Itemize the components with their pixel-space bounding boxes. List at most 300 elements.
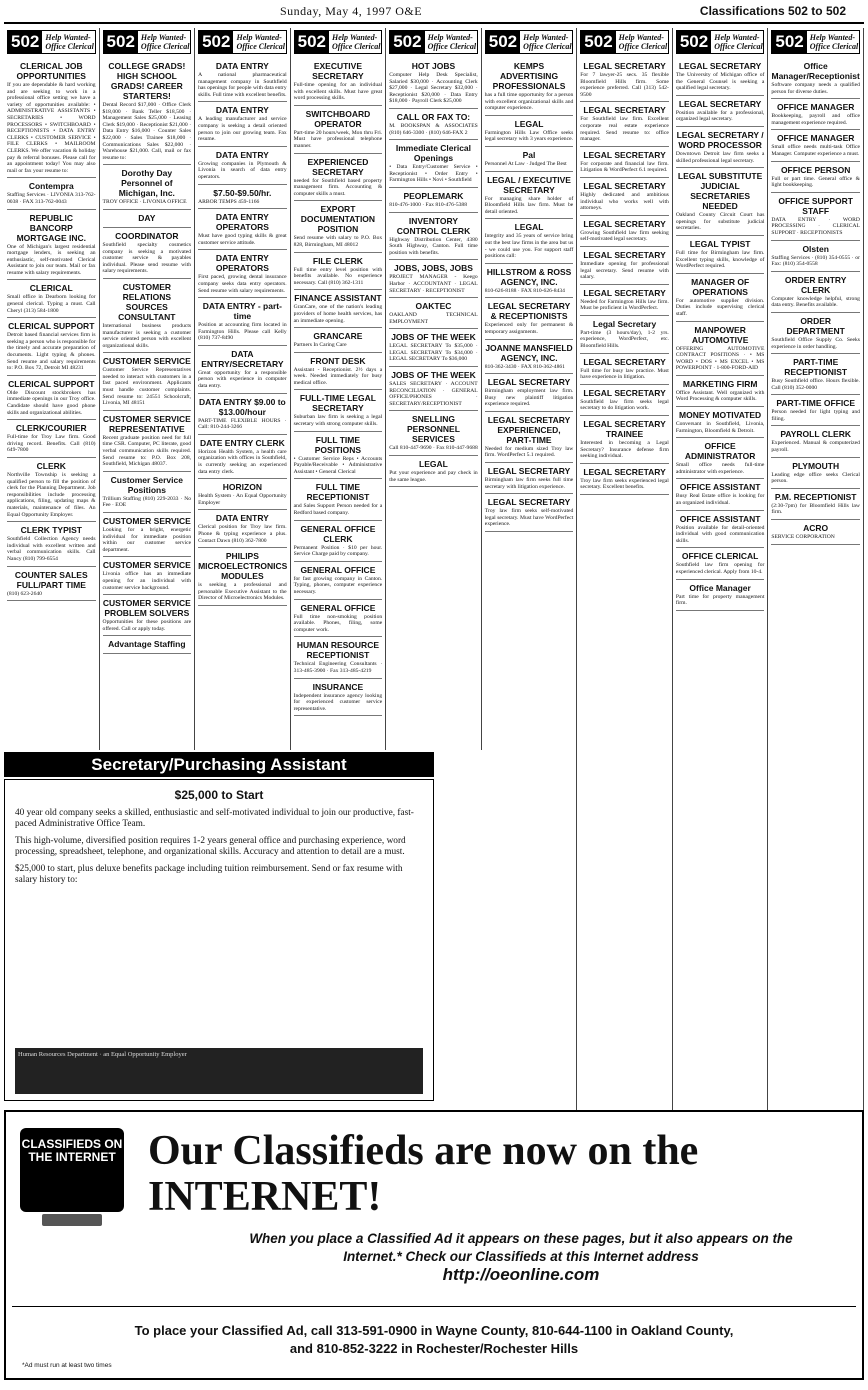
promo-url[interactable]: http://oeonline.com (442, 1265, 600, 1284)
classified-ad[interactable] (7, 567, 96, 602)
section-header (485, 30, 574, 54)
promo-subline-text: When you place a Classified Ad it appears on these pages, but it also appears on the Internet.* Check our Classifieds at this Internet address (249, 1231, 793, 1264)
section-number: 502 (772, 31, 806, 53)
ad-title: LEGAL SECRETARY (583, 249, 666, 260)
ad-title: CUSTOMER RELATIONS SOURCES CONSULTANT (118, 281, 176, 322)
section-label: Classifications 502 to 502 (699, 4, 846, 18)
classified-ad[interactable] (771, 241, 860, 272)
section-header (676, 30, 765, 54)
ad-text: Part-time 20 hours/week, Mon thru Fri. Must have professional telephone manner. (293, 129, 383, 149)
ad-title: INSURANCE (312, 681, 364, 692)
ad-title: Dorothy Day Personnel of Michigan, Inc. (118, 168, 175, 199)
classified-ad[interactable] (103, 210, 192, 228)
classified-ad[interactable] (294, 432, 383, 480)
section-title (425, 33, 477, 51)
ad-text: Horizon Health System, a health care organization with offices in Southfield, is currently seeking an experienced data entry clerk. (198, 448, 287, 475)
classified-ad[interactable] (198, 394, 287, 435)
classified-ad[interactable] (198, 548, 287, 606)
classified-ad[interactable] (580, 58, 669, 102)
ad-text: Small office needs multi-task Office Manager. Computer experience a must. (771, 144, 860, 157)
classified-ad[interactable] (676, 376, 765, 407)
classified-ad[interactable] (676, 322, 765, 376)
classified-ad[interactable] (103, 58, 192, 165)
section-title-line1: Help Wanted- (332, 33, 378, 42)
ad-text: Position available for a professional, organized legal secretary. (675, 109, 765, 123)
classified-ad[interactable] (389, 188, 478, 213)
section-header (7, 30, 96, 54)
ad-text: Interested in becoming a Legal Secretary? Insurance defense firm seeking individual. (580, 440, 669, 460)
classified-ad[interactable] (485, 58, 574, 116)
ad-title: SNELLING PERSONNEL SERVICES (407, 414, 460, 445)
classified-ad[interactable] (198, 479, 287, 510)
classified-ad[interactable] (294, 328, 383, 353)
ad-text: Busy Real Estate office is looking for an organized individual. (675, 493, 765, 507)
ad-title: LEGAL (514, 118, 544, 129)
ad-body-3: $25,000 to start, plus deluxe benefits package including tuition reimbursement. Send or fax resume with salary history to: (15, 864, 403, 885)
ad-text: 810-476-1000 · Fax 810-476-5388 (389, 201, 468, 208)
classified-column (386, 28, 482, 750)
ad-title: OFFICE MANAGER (776, 102, 855, 113)
classified-column (673, 28, 769, 1110)
classified-ad[interactable] (103, 636, 192, 654)
classified-ad[interactable] (676, 58, 765, 96)
classified-ad[interactable] (294, 201, 383, 252)
classified-ad[interactable] (676, 127, 765, 168)
classified-ad[interactable] (389, 260, 478, 298)
rates-note: *Ad must run at least two times (22, 1362, 112, 1369)
ad-text: Southfield law firm opening for experienced clerical. Apply from 10-4. (675, 562, 765, 575)
classified-ad[interactable] (198, 250, 287, 298)
ad-title: LEGAL SECRETARY (583, 149, 666, 160)
classified-column (768, 28, 864, 1110)
ad-title: DAY (138, 212, 156, 223)
classified-ad[interactable] (580, 354, 669, 385)
ad-text: Permanent Position · $10 per hour. Service Charge paid by company. (293, 544, 383, 558)
ad-title: LEGAL / EXECUTIVE SECRETARY (487, 174, 571, 195)
classified-ad[interactable] (485, 147, 574, 172)
ad-text: • Customer Service Reps • Accounts Payable/Receivable • Administrative Assistant • General Clerical (293, 455, 383, 475)
ad-text: Detroit based financial services firm is seeking a person who is responsible for the timely and accurate preparation of documents. Light typing & phones. Send resume and salary requirements to: P.O. Box 72, Detroit MI 48231 (7, 332, 96, 372)
classified-ad[interactable] (580, 147, 669, 178)
classified-ad[interactable] (485, 298, 574, 339)
classified-ad[interactable] (771, 395, 860, 426)
ad-title: CLERK TYPIST (20, 525, 82, 536)
section-title-line2: Office Clerical (714, 42, 763, 51)
internet-promo-ad[interactable] (4, 1110, 864, 1380)
section-title-line2: Office Clerical (236, 42, 285, 51)
classified-ad[interactable] (294, 290, 383, 328)
ad-title: CLERK (36, 460, 66, 471)
classified-ad[interactable] (676, 438, 765, 479)
ad-title: CUSTOMER SERVICE (102, 516, 191, 526)
classified-ad[interactable] (294, 562, 383, 600)
ad-title: DATA ENTRY/SECRETARY (201, 348, 284, 369)
ad-text: One of Michigan's largest residential mortgage lenders, is seeking an enthusiastic, self-motivated Clerical Assistant to join our team. Mail or fax resume with salary requirements. (7, 243, 96, 276)
classified-ad[interactable] (198, 298, 287, 346)
classified-ad[interactable] (580, 316, 669, 354)
classified-ad[interactable] (580, 416, 669, 464)
ad-title: OFFICE PERSON (780, 164, 851, 175)
place-ad-phone-info (16, 1322, 852, 1358)
ad-text: Immediate opening for professional legal secretary. Send resume with salary. (580, 260, 669, 281)
ad-title: LEGAL SECRETARY (583, 218, 666, 229)
ad-text: Staffing Services · (810) 354-0555 · or Fax: (810) 354-0558 (771, 254, 860, 268)
ad-text: Computer Help Desk Specialist, Salaried $30,000 · Accounting Clerk $27,000 · Legal Secretary $32,000 · Receptionist $20,000 · Data Entry $18,000 · Payroll Clerk $25,000 (389, 72, 478, 105)
secretary-purchasing-ad[interactable] (4, 779, 434, 1101)
ad-text: Full-time opening for an individual with excellent skills. Must have great word processing skills. (293, 82, 383, 102)
ad-text: Position at accounting firm located in Farmington Hills. Please call Kelly (810) 737-8490 (198, 322, 287, 342)
ad-title: LEGAL SECRETARY (487, 466, 571, 477)
classified-ad[interactable] (389, 140, 478, 188)
ad-title: EXPORT DOCUMENTATION POSITION (300, 204, 376, 235)
ad-text: OFFERING AUTOMOTIVE CONTRACT POSITIONS · • MS WORD • DOS • MS EXCEL • MS POWERPOINT · 1-800-FORD-AID (675, 345, 765, 372)
ad-text: Health System · An Equal Opportunity Employer (198, 493, 287, 506)
classified-ad[interactable] (676, 407, 765, 438)
classified-ad[interactable] (198, 346, 287, 394)
ad-title: LEGAL SECRETARY (583, 105, 666, 116)
date-line: Sunday, May 4, 1997 O&E (280, 4, 423, 18)
section-title-line1: Help Wanted- (45, 33, 91, 42)
classified-ad[interactable] (771, 520, 860, 545)
ad-text: Experienced. Manual & computerized payroll. (771, 440, 860, 454)
ad-text: Integrity and 35 years of service bring out the best law firms in the area but us - we could use you. For support staff positions call: (484, 233, 574, 260)
ad-title: FINANCE ASSISTANT (294, 293, 382, 304)
ad-title: DATA ENTRY (215, 149, 269, 160)
divider (12, 1306, 856, 1307)
classified-ad[interactable] (7, 58, 96, 178)
classified-ad[interactable] (485, 463, 574, 494)
ad-text: Recent graduate position need for full time CSR. Computer, PC literate, good verbal communication skills required. Send resume to: P.O. Box 208, Southfield, Michigan 48037. (102, 434, 192, 468)
ad-title: PLYMOUTH (792, 460, 840, 471)
classified-ad[interactable] (771, 426, 860, 457)
classified-ad[interactable] (198, 510, 287, 548)
classified-ad[interactable] (198, 102, 287, 146)
ad-title: GENERAL OFFICE (300, 564, 376, 575)
ad-text: Part-time (3 hours/day), 1-2 yrs. experience, WordPerfect, etc. Bloomfield Hills. (580, 329, 669, 350)
ad-title: LEGAL (514, 222, 544, 233)
ad-title: OFFICE SUPPORT STAFF (778, 195, 853, 216)
classified-ad[interactable] (676, 580, 765, 611)
ad-text: is seeking a professional and personable Executive Assistant to the Director of Microelectronics Modules. (198, 582, 287, 602)
ad-title: Pal (522, 149, 536, 160)
ad-title: COUNTER SALES FULL/PART TIME (14, 569, 88, 590)
ad-text: Birmingham employment law firm. Busy new plaintiff litigation experience required. (484, 388, 574, 408)
classified-ad[interactable] (771, 162, 860, 193)
ad-text: Full time for busy law practice. Must have experience in litigation. (580, 367, 669, 381)
ad-text: Opportunities for these positions are offered. Call or apply today. (102, 619, 192, 632)
classified-ad[interactable] (676, 168, 765, 236)
classified-ad[interactable] (389, 329, 478, 367)
ad-text: Southfield specialty cosmetics company is seeking a motivated customer service & payables individual. Please send resume with salary requirements. (102, 241, 192, 275)
ad-title: LEGAL SECRETARY & RECEPTIONISTS (487, 301, 571, 322)
classified-ad[interactable] (103, 513, 192, 557)
classified-ad[interactable] (294, 679, 383, 717)
ad-title: COORDINATOR (115, 230, 179, 241)
section-title (807, 33, 859, 51)
ad-text: International business products manufacturer is seeking a customer service oriented person with excellent organizational skills. (102, 322, 192, 349)
classified-ad[interactable] (7, 522, 96, 566)
ad-text: For managing share holder of Bloomfield Hills law firm. Must be detail oriented. (484, 195, 574, 215)
ad-title: CLERICAL JOB OPPORTUNITIES (16, 61, 86, 81)
ad-text: Dental Record $17,000 · Office Clerk $18,000 · Bank Teller $18,500 · Management Sales $25,000 · Leasing Clerk $19,000 · Receptionist $21,000 · Data Entry $16,000 · Counter Sales $22,000 · Sales Trainee $18,000 · Communications Sales $22,000 · Warehouse $21,000. Call, mail or fax resume to: (102, 102, 192, 161)
classified-ad[interactable] (7, 376, 96, 420)
ad-title: Contempra (28, 181, 74, 192)
ad-text: Must have good typing skills & great customer service attitude. (198, 233, 287, 246)
ad-text: Small office in Dearborn looking for general clerical. Typing a must. Call Cheryl (313) 584-1800 (7, 294, 96, 314)
ad-text: (810) 623-2640 (7, 590, 42, 597)
classified-ad[interactable] (7, 280, 96, 318)
ad-title: LEGAL SECRETARY (487, 377, 571, 388)
ad-title: JOBS OF THE WEEK (391, 332, 476, 343)
classified-column (577, 28, 673, 1110)
classified-ad[interactable] (103, 228, 192, 279)
ad-text: needed for Southfield based property management firm. Accounting & computer skills a must. (293, 177, 383, 197)
masthead (0, 0, 868, 30)
ad-text: Bookkeeping, payroll and office management experience required. (771, 113, 860, 126)
classified-ad[interactable] (103, 472, 192, 513)
classified-ad[interactable] (389, 456, 478, 487)
ad-footer: Human Resources Department · an Equal Opportunity Employer (15, 1048, 423, 1094)
ad-text: Birmingham law firm seeks full time secretary with litigation experience. (484, 477, 574, 490)
classified-ad[interactable] (771, 313, 860, 354)
ad-title: OFFICE ASSISTANT (679, 513, 761, 524)
ad-text: Growing Southfield law firm seeking self-motivated legal secretary. (580, 229, 669, 243)
ad-text: Olde Discount stockbrokers has immediate openings in our Troy office. Candidate should have good phone skills and organizational abilities. (7, 389, 96, 416)
ad-text: Computer knowledge helpful, strong data entry. Benefits available. (771, 295, 860, 309)
classified-ad[interactable] (771, 489, 860, 520)
ad-title: Legal Secretary (592, 318, 657, 329)
ad-title: DATA ENTRY - part-time (202, 301, 282, 322)
classified-ad[interactable] (389, 109, 478, 140)
classified-ad[interactable] (676, 274, 765, 322)
ad-text: Send resume with salary to P.O. Box 828, Birmingham, MI 48012 (293, 235, 383, 248)
ad-title: JOANNE MANSFIELD AGENCY, INC. (485, 342, 573, 363)
place-line-2: and 810-852-3222 in Rochester/Rochester Hills (289, 1341, 579, 1356)
ad-title: JOBS, JOBS, JOBS (394, 263, 473, 274)
section-title-line2: Office Clerical (45, 42, 94, 51)
ad-title: LEGAL SUBSTITUTE JUDICIAL SECRETARIES NEEDED (677, 171, 763, 212)
ad-title: ACRO (803, 523, 829, 534)
classified-ad[interactable] (771, 272, 860, 313)
ad-text: M. BOOKSPAN & ASSOCIATES (810) 646-3300 · (810) 646-FAX 2 (389, 122, 478, 136)
ad-title: OFFICE CLERICAL (681, 551, 759, 562)
classified-ad[interactable] (198, 435, 287, 479)
ad-text: Growing companies in Plymouth & Livonia in search of data entry operators. (198, 160, 287, 180)
classified-column (100, 28, 196, 750)
classified-ad[interactable] (294, 353, 383, 391)
place-line-1: To place your Classified Ad, call 313-591-0900 in Wayne County, 810-644-1100 in Oakland County, (134, 1323, 734, 1338)
classified-ad[interactable] (580, 247, 669, 285)
classified-ad[interactable] (580, 385, 669, 416)
ad-title: HORIZON (222, 482, 262, 493)
classified-ad[interactable] (7, 178, 96, 209)
monitor-screen-text: CLASSIFIEDS ON THE INTERNET (20, 1128, 124, 1212)
ad-text: Highly dedicated and ambitious individual who works well with attorneys. (580, 191, 669, 212)
classified-ad[interactable] (771, 99, 860, 130)
classified-ad[interactable] (676, 479, 765, 510)
section-header (389, 30, 478, 54)
section-number: 502 (677, 31, 711, 53)
classified-ad[interactable] (485, 264, 574, 299)
section-title (711, 33, 763, 51)
ad-text: Person needed for light typing and filing. (771, 409, 860, 422)
classified-ad[interactable] (103, 165, 192, 210)
classified-ad[interactable] (389, 213, 478, 261)
ad-title: MARKETING FIRM (682, 378, 758, 389)
classified-ad[interactable] (580, 464, 669, 495)
section-title-line1: Help Wanted- (523, 33, 569, 42)
ad-title: FULL TIME POSITIONS (314, 434, 362, 455)
ad-title: MANAGER OF OPERATIONS (691, 276, 750, 297)
classified-ad[interactable] (485, 116, 574, 147)
classified-ad[interactable] (294, 521, 383, 562)
monitor-base (42, 1214, 102, 1226)
classified-ad[interactable] (771, 458, 860, 489)
ad-title: CUSTOMER SERVICE PROBLEM SOLVERS (102, 598, 191, 619)
ad-text: Looking for a bright, energetic individual for immediate position within our customer service department. (102, 527, 192, 553)
classified-ad[interactable] (294, 600, 383, 638)
classified-ad[interactable] (580, 178, 669, 216)
section-title-line1: Help Wanted- (427, 33, 473, 42)
ad-text: Call 810-447-9690 · Fax 810-447-9688 (389, 445, 478, 452)
classified-ad[interactable] (580, 102, 669, 146)
classified-ad[interactable] (103, 279, 192, 353)
ad-text: Southfield law firm seeks legal secretary to do litigation work. (580, 398, 669, 412)
ad-title: HOT JOBS (411, 61, 456, 71)
ad-title: GRANCARE (313, 331, 363, 342)
ad-title: EXPERIENCED SECRETARY (307, 156, 369, 177)
salary-headline: $25,000 to Start (174, 788, 264, 802)
ad-title: Advantage Staffing (108, 639, 186, 650)
classified-ad[interactable] (294, 390, 383, 431)
classified-ad[interactable] (485, 172, 574, 220)
classified-ad[interactable] (485, 340, 574, 375)
ad-title: P.M. RECEPTIONIST (774, 491, 857, 502)
classified-ad[interactable] (294, 479, 383, 520)
section-header (198, 30, 287, 54)
ad-title: PAYROLL CLERK (780, 429, 851, 440)
ad-text: The University of Michigan office of the General Counsel is seeking a qualified legal secretary. (675, 72, 765, 92)
ad-text: ARBOR TEMPS 459-1166 (198, 198, 260, 205)
classified-ad[interactable] (676, 511, 765, 549)
classified-ad[interactable] (7, 420, 96, 458)
ad-text: Part time for property management firm. (675, 593, 765, 607)
ad-text: Troy law firm seeks self-motivated legal secretary. Must have WordPerfect experience. (484, 508, 574, 528)
classified-ad[interactable] (771, 193, 860, 241)
ad-text: Farmington Hills Law Office seeks legal secretary with 3 years experience. (484, 129, 574, 143)
ad-title: LEGAL SECRETARY (583, 61, 666, 71)
ad-title: Customer Service Positions (110, 474, 183, 495)
classified-ad[interactable] (771, 58, 860, 99)
section-number: 502 (199, 31, 233, 53)
classified-ad[interactable] (676, 548, 765, 579)
ad-text: Office Assistant. Well organized with Word Processing & computer skills. (675, 389, 765, 403)
ad-text: Troy law firm seeks experienced legal secretary. Excellent benefits. (580, 477, 669, 491)
ad-text: For Southfield law firm. Excellent corporate real estate experience required. Send resume to: office manager. (580, 116, 669, 143)
ad-text: Full time non-smoking position available. Phones, filing, some computer work. (293, 613, 383, 633)
ad-title: DATA ENTRY $9.00 to $13.00/hour (198, 396, 286, 417)
classified-ad[interactable] (485, 219, 574, 263)
ad-text: 810-362-3430 · FAX 810-362-4861 (484, 363, 565, 370)
section-number: 502 (581, 31, 615, 53)
classified-ad[interactable] (198, 185, 287, 210)
ad-text: Small office needs full-time administrator with experience. (675, 462, 765, 475)
classified-ad[interactable] (485, 412, 574, 463)
classified-ad[interactable] (294, 637, 383, 678)
classified-ad[interactable] (294, 106, 383, 154)
ad-title: LEGAL SECRETARY / WORD PROCESSOR (676, 129, 764, 150)
classified-ad[interactable] (294, 154, 383, 202)
classified-ad[interactable] (103, 557, 192, 595)
section-title (329, 33, 381, 51)
classified-ad[interactable] (580, 216, 669, 247)
ad-title: OAKTEC (415, 301, 452, 312)
classified-ad[interactable] (580, 285, 669, 316)
classified-column (4, 28, 100, 750)
classified-ad[interactable] (7, 210, 96, 281)
classified-ad[interactable] (485, 374, 574, 412)
classified-ad[interactable] (485, 494, 574, 532)
classified-ad[interactable] (198, 147, 287, 185)
ad-title: Immediate Clerical Openings (395, 143, 472, 164)
classified-ad[interactable] (7, 318, 96, 376)
classified-ad[interactable] (676, 236, 765, 274)
ad-title: HILLSTROM & ROSS AGENCY, INC. (486, 266, 572, 287)
ad-title: SWITCHBOARD OPERATOR (305, 108, 371, 129)
ad-text: LEGAL SECRETARY To $35,000 · LEGAL SECRETARY To $34,000 · LEGAL SECRETARY To $36,000 (389, 343, 478, 363)
classified-ad[interactable] (7, 458, 96, 522)
ad-text: Clerical position for Troy law firm. Phone & typing experience a plus. Contact Dawn (810) 362-7800 (198, 524, 287, 544)
section-title-line2: Office Clerical (140, 42, 190, 51)
ad-text: SERVICE CORPORATION (771, 534, 835, 541)
section-title-line2: Office Clerical (618, 42, 668, 51)
classified-ad[interactable] (294, 58, 383, 106)
ad-title: LEGAL (419, 459, 448, 470)
ad-title: CALL OR FAX TO: (396, 111, 471, 122)
ad-text: Needed for medium sized Troy law firm. WordPerfect 5.1 required. (484, 445, 574, 459)
ad-text: Independent insurance agency looking for experienced customer service representative. (293, 692, 383, 712)
ad-text: Busy Southfield office. Hours flexible. Call (810) 352-0000 (771, 378, 860, 391)
classified-ad[interactable] (198, 58, 287, 102)
ad-text: Conversant in Southfield, Livonia, Farmington, Bloomfield & Detroit. (675, 421, 765, 434)
section-number: 502 (295, 31, 329, 53)
ad-title: FILE CLERK (312, 255, 363, 266)
classified-ad[interactable] (103, 411, 192, 472)
ad-text: Software company needs a qualified person for diverse duties. (771, 82, 860, 95)
classified-ad[interactable] (676, 96, 765, 127)
ad-text: Full-time for Troy Law firm. Good driving record. Benefits. Call (810) 649-7800 (7, 434, 96, 454)
classified-ad[interactable] (771, 130, 860, 161)
section-title-line1: Help Wanted- (714, 33, 760, 42)
classified-ad[interactable] (103, 595, 192, 636)
classified-column (195, 28, 291, 750)
ad-title: LEGAL SECRETARY (678, 98, 762, 109)
classified-ad[interactable] (389, 298, 478, 329)
ad-text: Livonia office has an immediate opening for an individual with customer service background. (102, 571, 192, 591)
classified-ad[interactable] (198, 209, 287, 250)
classified-ad[interactable] (294, 253, 383, 291)
ad-title: CUSTOMER SERVICE (102, 356, 191, 367)
ad-title: FRONT DESK (310, 355, 366, 366)
classified-ad[interactable] (103, 353, 192, 411)
classified-ad[interactable] (389, 411, 478, 456)
ad-title: CLERK/COURIER (15, 423, 87, 434)
ad-text: Technical Engineering Consultants · 313-485-3900 · Fax 313-485-4219 (293, 661, 383, 674)
classified-ad[interactable] (771, 354, 860, 395)
classified-ad[interactable] (389, 367, 478, 411)
classified-ad[interactable] (389, 58, 478, 109)
ad-text: for fast growing company in Canton. Typing, phones, computer experience necessary. (293, 575, 383, 595)
